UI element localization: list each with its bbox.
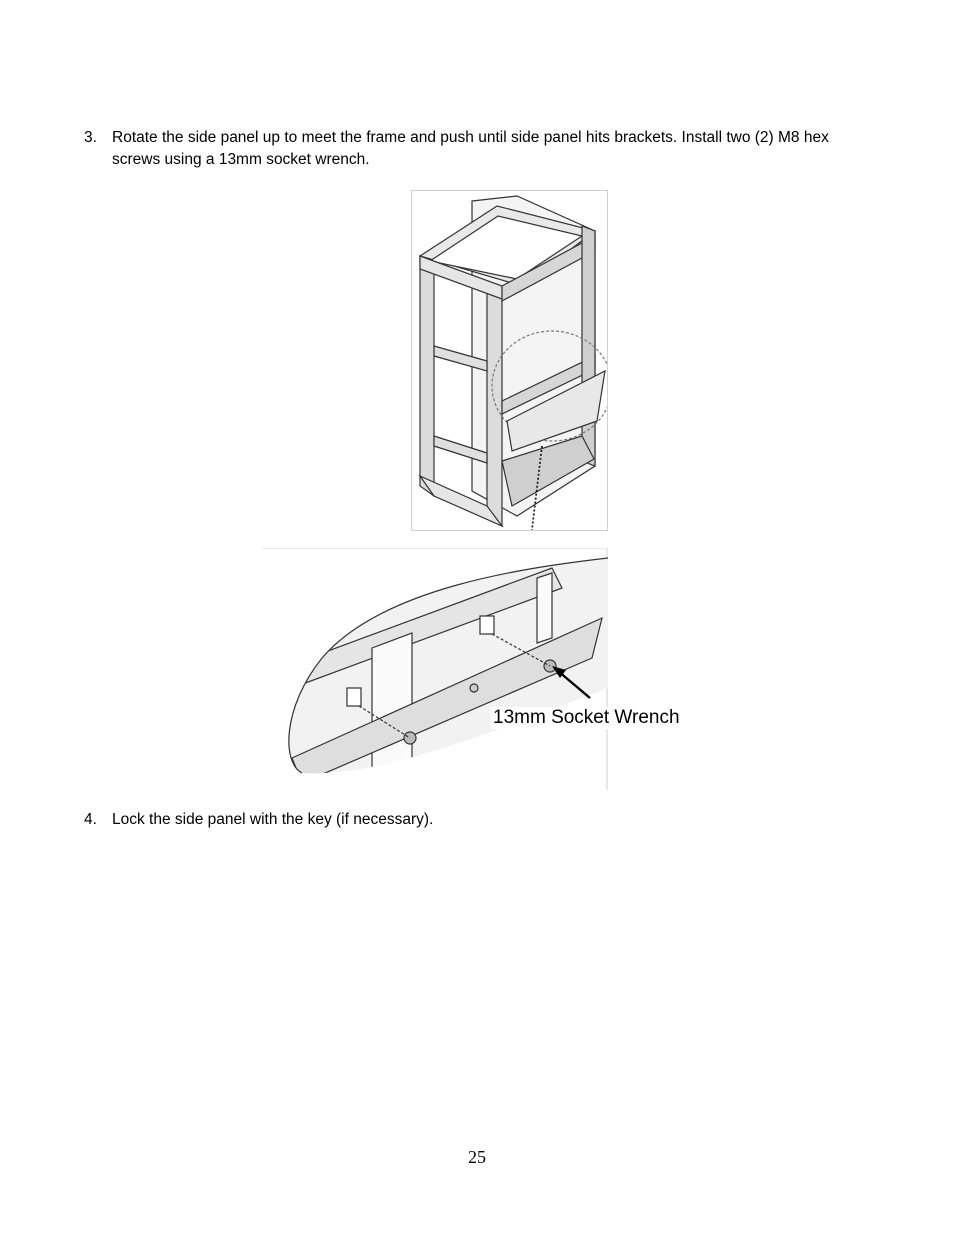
rack-frame-drawing xyxy=(412,191,607,530)
step-3 xyxy=(84,127,874,171)
step-number: 3. xyxy=(84,129,97,146)
step-number: 4. xyxy=(84,811,97,828)
step-text: Rotate the side panel up to meet the frame and push until side panel hits brackets. Install two (2) M8 hex screws using a 13mm socket wrench. xyxy=(112,129,829,168)
rack-frame-illustration xyxy=(411,190,608,531)
step-4 xyxy=(84,809,874,831)
side-panel-detail-drawing xyxy=(262,548,608,790)
callout-label: 13mm Socket Wrench xyxy=(493,707,680,728)
step-text: Lock the side panel with the key (if necessary). xyxy=(112,811,434,828)
page-number: 25 xyxy=(468,1147,486,1167)
side-panel-detail-illustration xyxy=(262,548,608,790)
